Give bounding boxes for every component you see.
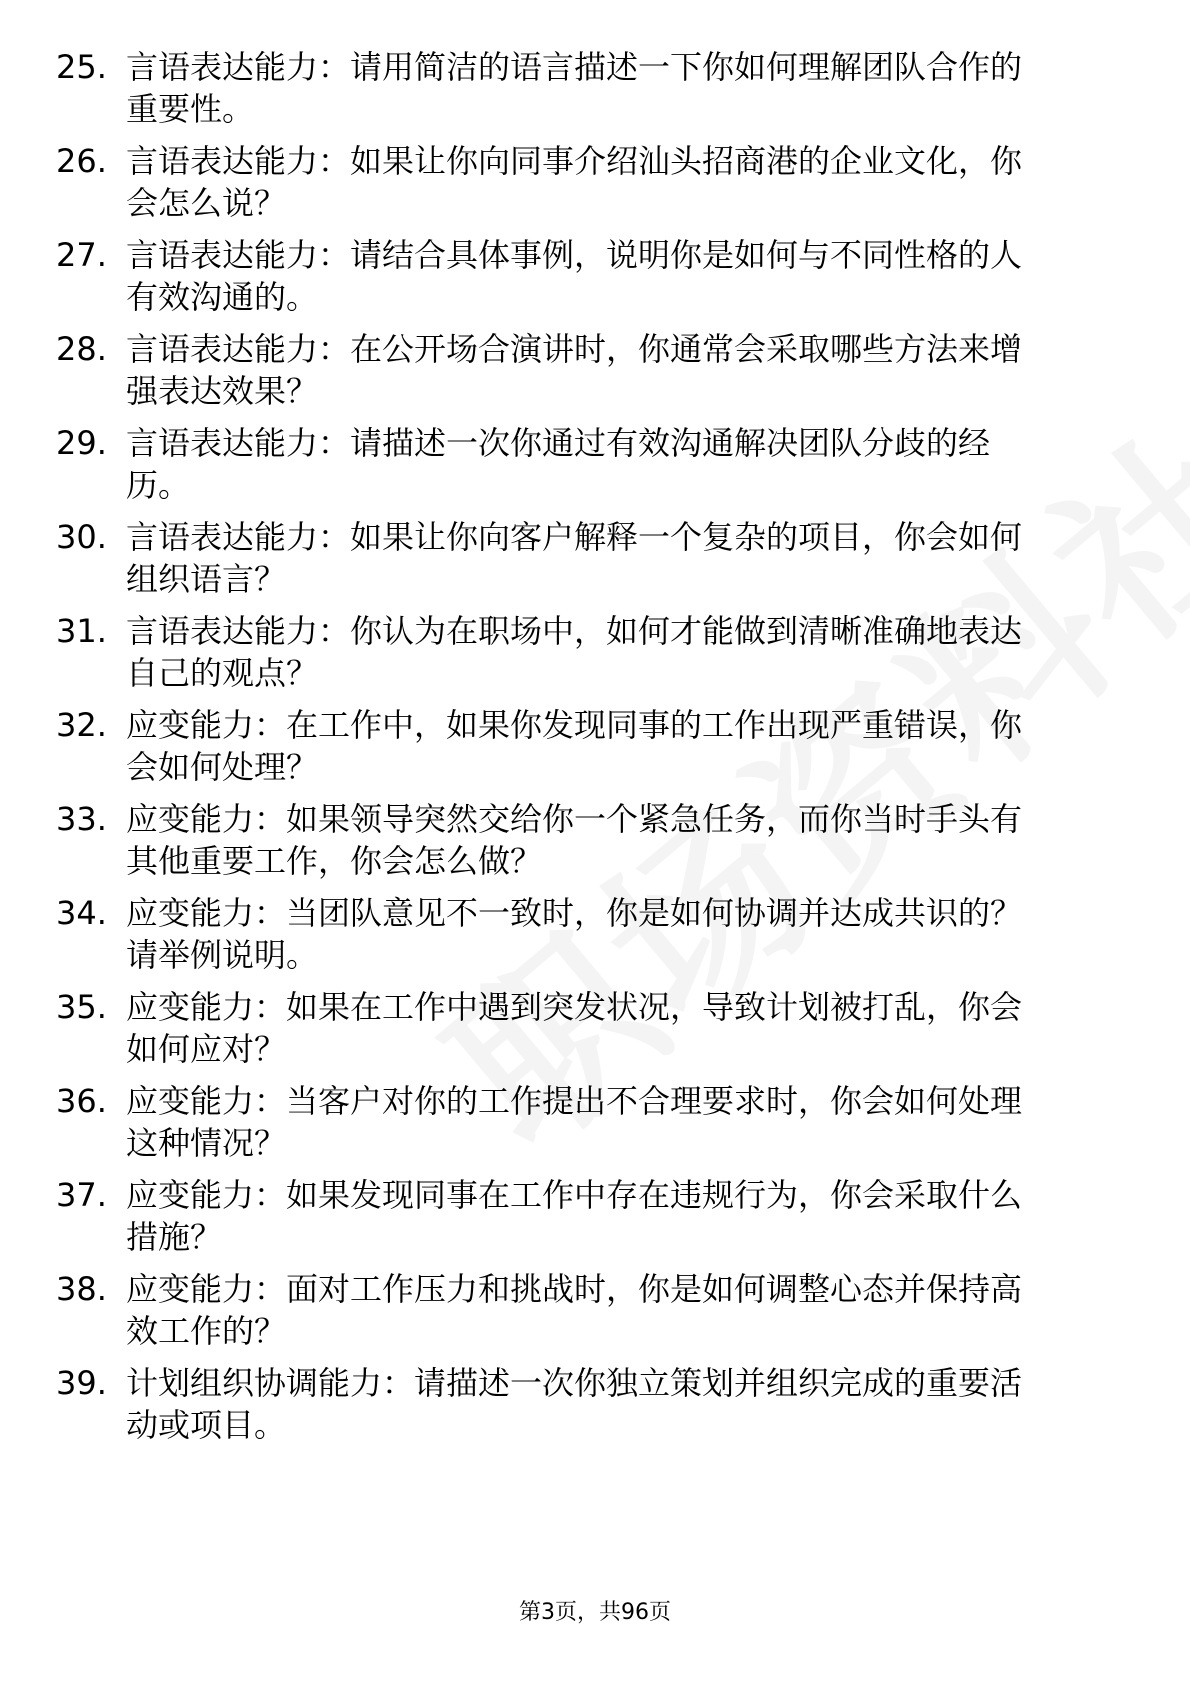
question-text [126,234,1116,318]
question-text [126,1268,1116,1352]
question-text [126,1174,1116,1258]
question-line: 应变能力：面对工作压力和挑战时，你是如何调整心态并保持高 [126,1270,1023,1308]
question-number: 38. [56,1270,107,1308]
question-line: 应变能力：在工作中，如果你发现同事的工作出现严重错误，你 [126,706,1023,744]
question-line: 言语表达能力：如果让你向客户解释一个复杂的项目，你会如何 [126,518,1023,556]
question-item [0,46,1190,140]
question-text [126,798,1116,882]
question-item [0,140,1190,234]
question-line: 动或项目。 [126,1406,287,1444]
question-line: 言语表达能力：在公开场合演讲时，你通常会采取哪些方法来增 [126,330,1023,368]
question-number: 34. [56,894,107,932]
question-item [0,704,1190,798]
question-item [0,328,1190,422]
question-text [126,328,1116,412]
question-line: 重要性。 [126,90,255,128]
question-text [126,610,1116,694]
question-text [126,1362,1116,1446]
question-line: 言语表达能力：请用简洁的语言描述一下你如何理解团队合作的 [126,48,1023,86]
question-number: 29. [56,424,107,462]
question-number: 32. [56,706,107,744]
question-line: 有效沟通的。 [126,278,319,316]
question-text [126,892,1116,976]
question-line: 自己的观点？ [126,654,319,692]
question-line: 应变能力：当团队意见不一致时，你是如何协调并达成共识的？ [126,894,1023,932]
question-list [0,46,1190,1456]
question-line: 应变能力：如果在工作中遇到突发状况，导致计划被打乱，你会 [126,988,1023,1026]
question-line: 言语表达能力：如果让你向同事介绍汕头招商港的企业文化，你 [126,142,1023,180]
question-line: 组织语言？ [126,560,287,598]
question-line: 应变能力：当客户对你的工作提出不合理要求时，你会如何处理 [126,1082,1023,1120]
question-line: 其他重要工作，你会怎么做？ [126,842,543,880]
question-text [126,1080,1116,1164]
question-text [126,46,1116,130]
question-item [0,892,1190,986]
question-number: 33. [56,800,107,838]
question-text [126,422,1116,506]
question-line: 这种情况？ [126,1124,287,1162]
question-item [0,610,1190,704]
question-number: 37. [56,1176,107,1214]
question-number: 36. [56,1082,107,1120]
question-number: 39. [56,1364,107,1402]
page-footer: 第3页，共96页 [519,1600,671,1625]
question-line: 会怎么说？ [126,184,287,222]
question-item [0,516,1190,610]
question-line: 言语表达能力：你认为在职场中，如何才能做到清晰准确地表达 [126,612,1023,650]
question-item [0,1362,1190,1456]
question-item [0,986,1190,1080]
question-text [126,704,1116,788]
question-line: 应变能力：如果发现同事在工作中存在违规行为，你会采取什么 [126,1176,1023,1214]
question-text [126,516,1116,600]
question-line: 言语表达能力：请描述一次你通过有效沟通解决团队分歧的经 [126,424,991,462]
question-line: 历。 [126,466,191,504]
question-item [0,234,1190,328]
question-number: 31. [56,612,107,650]
question-number: 30. [56,518,107,556]
question-item [0,422,1190,516]
question-number: 25. [56,48,107,86]
question-text [126,140,1116,224]
question-item [0,1080,1190,1174]
question-line: 计划组织协调能力：请描述一次你独立策划并组织完成的重要活 [126,1364,1023,1402]
question-item [0,798,1190,892]
question-number: 26. [56,142,107,180]
question-line: 应变能力：如果领导突然交给你一个紧急任务，而你当时手头有 [126,800,1023,838]
question-line: 请举例说明。 [126,936,319,974]
question-line: 效工作的？ [126,1312,287,1350]
question-line: 如何应对？ [126,1030,287,1068]
question-text [126,986,1116,1070]
question-line: 会如何处理？ [126,748,319,786]
question-item [0,1174,1190,1268]
question-number: 35. [56,988,107,1026]
question-number: 27. [56,236,107,274]
question-item [0,1268,1190,1362]
question-line: 措施？ [126,1218,223,1256]
question-line: 强表达效果？ [126,372,319,410]
question-number: 28. [56,330,107,368]
question-line: 言语表达能力：请结合具体事例，说明你是如何与不同性格的人 [126,236,1023,274]
